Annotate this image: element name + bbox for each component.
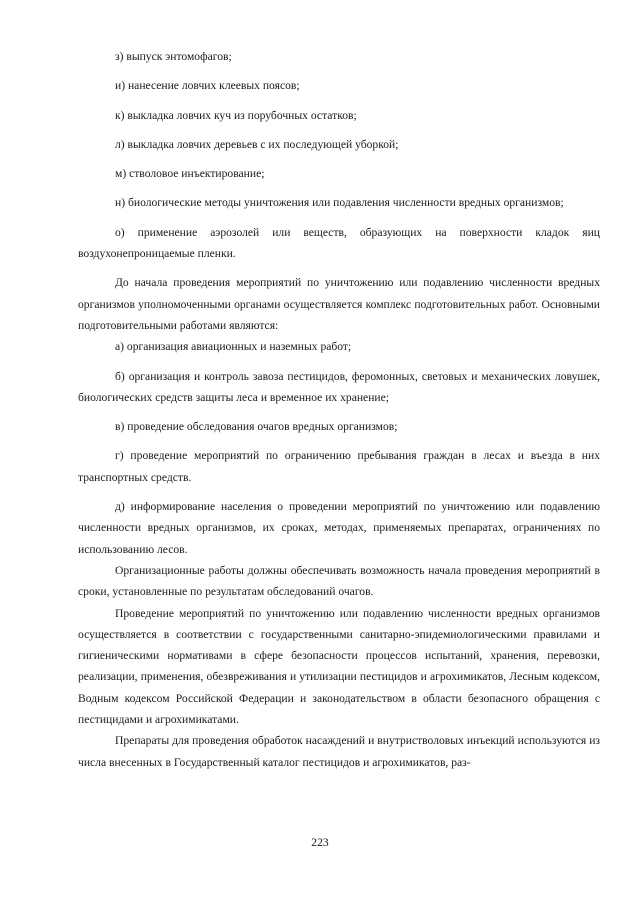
paragraph-preparations: Препараты для проведения обработок насаждений и внутристволовых инъекций используются из числа внесенных в Государственный каталог пестицидов и агрохимикатов, раз- bbox=[78, 734, 600, 769]
paragraph-item-a: а) организация авиационных и наземных работ; bbox=[115, 340, 352, 354]
paragraph-conducting-measures: Проведение мероприятий по уничтожению или подавлению численности вредных организмов осуществляется в соответствии с государственными санитарно-эпидемиологическими правилами и гигиеническими нормативами в сфере безопасности процессов испытаний, хранения, перевозки, реализации, применения, обезвреживания и утилизации пестицидов и агрохимикатов, Лесным кодексом, Водным кодексом Российской Федерации и законодательством в области безопасного обращения с пестицидами и агрохимикатами. bbox=[78, 606, 600, 727]
paragraph-item-b: б) организация и контроль завоза пестицидов, феромонных, световых и механических ловушек, биологических средств защиты леса и временное их хранение; bbox=[78, 369, 600, 404]
page-number: 223 bbox=[311, 836, 329, 849]
paragraph-item-i: и) нанесение ловчих клеевых поясов; bbox=[115, 79, 300, 93]
paragraph-organizational-works: Организационные работы должны обеспечивать возможность начала проведения мероприятий в сроки, установленные по результатам обследований очагов. bbox=[78, 563, 600, 599]
paragraph-item-d: д) информирование населения о проведении мероприятий по уничтожению или подавлению численности вредных организмов, их сроках, методах, применяемых препаратах, ограничениях по использованию лесов. bbox=[78, 500, 600, 556]
paragraph-item-g: г) проведение мероприятий по ограничению пребывания граждан в лесах и въезда в них транспортных средств. bbox=[78, 449, 600, 484]
paragraph-item-k: к) выкладка ловчих куч из порубочных остатков; bbox=[115, 108, 357, 122]
paragraph-item-m: м) стволовое инъектирование; bbox=[115, 167, 265, 181]
paragraph-item-l: л) выкладка ловчих деревьев с их последующей уборкой; bbox=[115, 137, 399, 151]
page-content bbox=[78, 46, 600, 773]
paragraph-item-n: н) биологические методы уничтожения или подавления численности вредных организмов; bbox=[115, 196, 564, 210]
paragraph-preparatory-works: До начала проведения мероприятий по уничтожению или подавлению численности вредных организмов уполномоченными органами осуществляется комплекс подготовительных работ. Основными подготовительными работами являются: bbox=[78, 276, 600, 332]
paragraph-item-v: в) проведение обследования очагов вредных организмов; bbox=[115, 420, 398, 434]
paragraph-item-z: з) выпуск энтомофагов; bbox=[115, 50, 232, 63]
paragraph-item-o: о) применение аэрозолей или веществ, образующих на поверхности кладок яиц воздухонепроницаемые пленки. bbox=[78, 225, 600, 261]
